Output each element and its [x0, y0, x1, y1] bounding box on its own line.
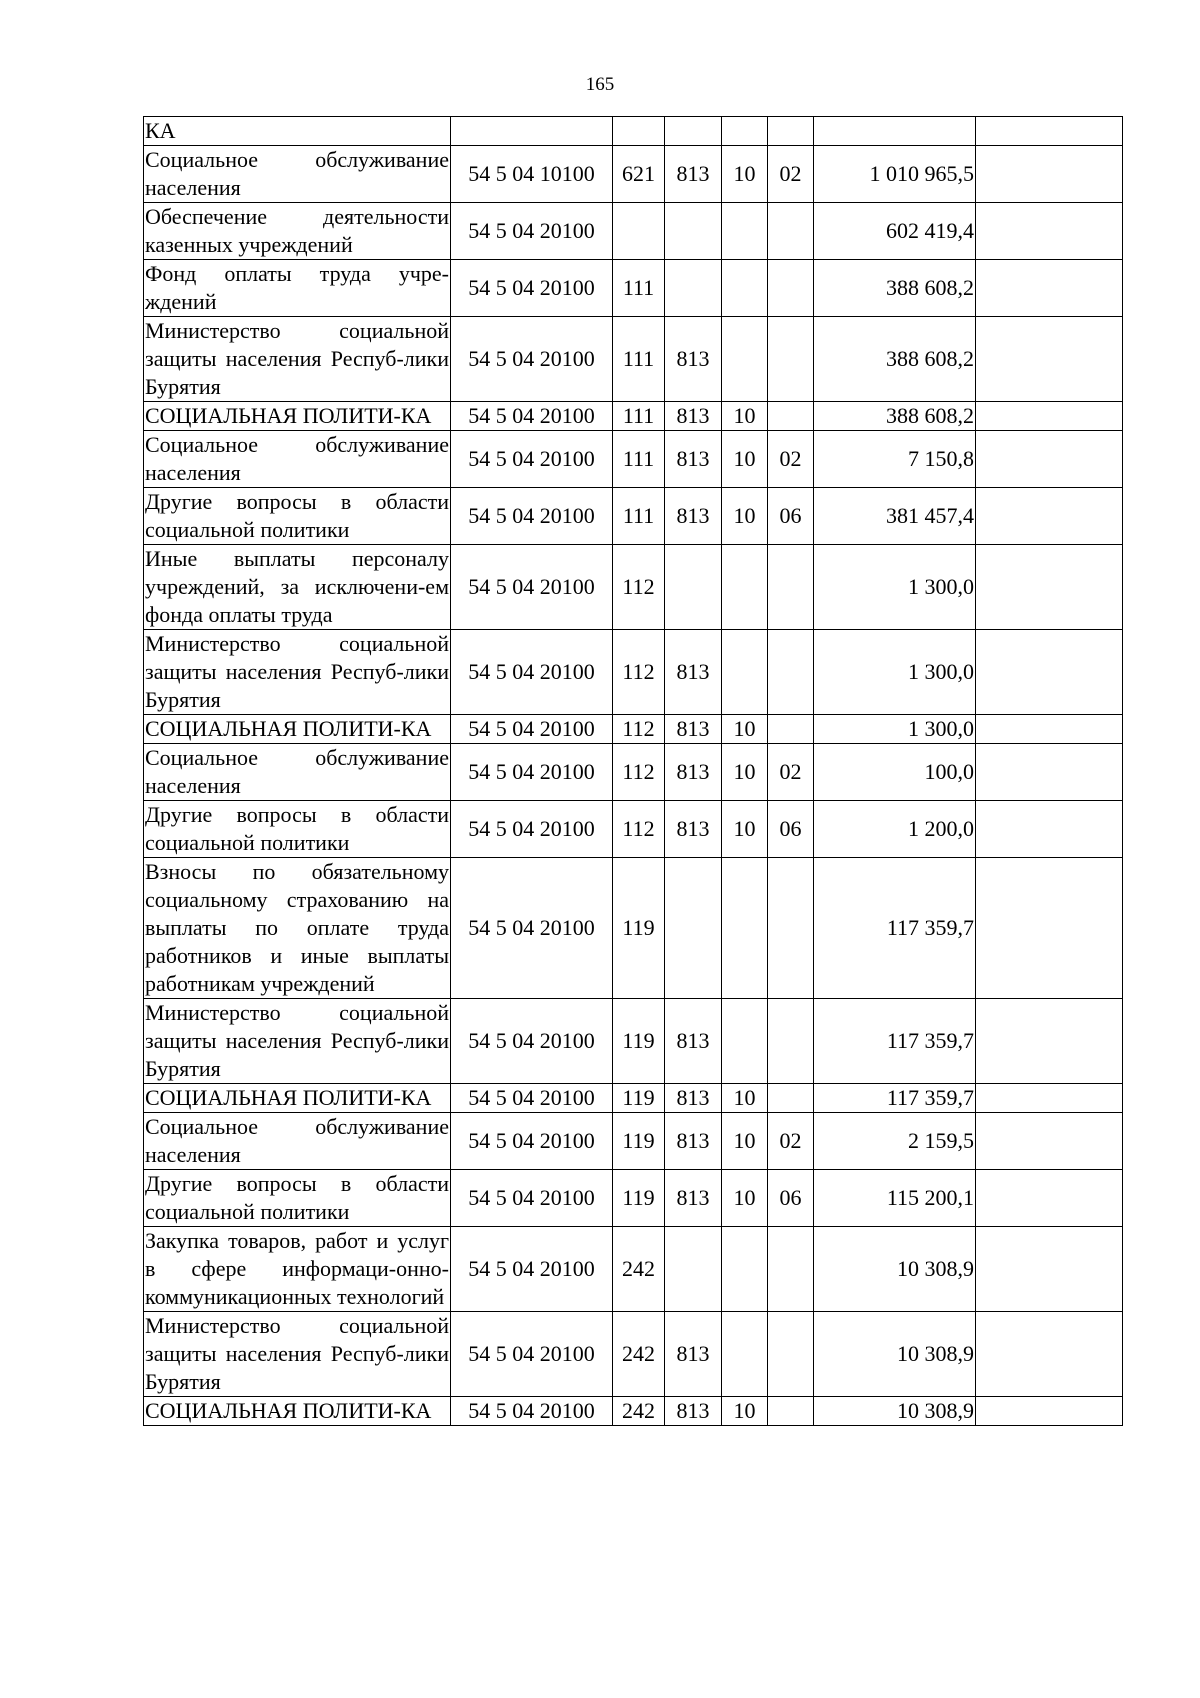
table-row	[144, 1397, 1123, 1426]
subsection-code-cell	[768, 999, 814, 1084]
ministry-code-cell	[665, 203, 722, 260]
ministry-code-cell: 813	[665, 1397, 722, 1426]
expense-type-cell: 119	[613, 999, 665, 1084]
ministry-code-cell: 813	[665, 146, 722, 203]
item-name-cell: Закупка товаров, работ и услуг в сфере информаци-онно-коммуникационных технологий	[144, 1227, 451, 1312]
table-row	[144, 630, 1123, 715]
amount-cell: 2 159,5	[814, 1113, 976, 1170]
table-row	[144, 317, 1123, 402]
subsection-code-cell	[768, 1397, 814, 1426]
ministry-code-cell	[665, 260, 722, 317]
target-article-cell: 54 5 04 20100	[451, 1397, 613, 1426]
subsection-code-cell: 02	[768, 1113, 814, 1170]
amount-cell: 1 200,0	[814, 801, 976, 858]
table-row	[144, 1227, 1123, 1312]
target-article-cell: 54 5 04 20100	[451, 999, 613, 1084]
subsection-code-cell	[768, 545, 814, 630]
item-name-cell: СОЦИАЛЬНАЯ ПОЛИТИ-КА	[144, 1397, 451, 1426]
expense-type-cell: 242	[613, 1312, 665, 1397]
subsection-code-cell: 06	[768, 488, 814, 545]
amount-cell: 1 300,0	[814, 715, 976, 744]
item-name-cell: Социальное обслуживание населения	[144, 1113, 451, 1170]
amount-cell	[814, 117, 976, 146]
expense-type-cell	[613, 203, 665, 260]
section-code-cell: 10	[722, 744, 768, 801]
table-row	[144, 545, 1123, 630]
ministry-code-cell: 813	[665, 715, 722, 744]
subsection-code-cell: 06	[768, 1170, 814, 1227]
extra-amount-cell	[976, 1227, 1123, 1312]
amount-cell: 1 010 965,5	[814, 146, 976, 203]
section-code-cell	[722, 545, 768, 630]
subsection-code-cell	[768, 117, 814, 146]
expense-type-cell: 119	[613, 1113, 665, 1170]
section-code-cell: 10	[722, 715, 768, 744]
target-article-cell: 54 5 04 20100	[451, 1227, 613, 1312]
section-code-cell	[722, 858, 768, 999]
target-article-cell: 54 5 04 20100	[451, 260, 613, 317]
item-name-cell: Министерство социальной защиты населения Респуб-лики Бурятия	[144, 1312, 451, 1397]
section-code-cell: 10	[722, 1084, 768, 1113]
subsection-code-cell: 06	[768, 801, 814, 858]
extra-amount-cell	[976, 801, 1123, 858]
ministry-code-cell	[665, 545, 722, 630]
section-code-cell	[722, 317, 768, 402]
amount-cell: 388 608,2	[814, 260, 976, 317]
item-name-cell: Другие вопросы в области социальной политики	[144, 1170, 451, 1227]
subsection-code-cell	[768, 317, 814, 402]
ministry-code-cell: 813	[665, 630, 722, 715]
table-row	[144, 999, 1123, 1084]
item-name-cell: Обеспечение деятельности казенных учреждений	[144, 203, 451, 260]
ministry-code-cell	[665, 858, 722, 999]
section-code-cell	[722, 999, 768, 1084]
table-row	[144, 1113, 1123, 1170]
amount-cell: 1 300,0	[814, 545, 976, 630]
target-article-cell: 54 5 04 20100	[451, 402, 613, 431]
item-name-cell: Социальное обслуживание населения	[144, 146, 451, 203]
section-code-cell	[722, 117, 768, 146]
expense-type-cell: 112	[613, 630, 665, 715]
ministry-code-cell	[665, 1227, 722, 1312]
extra-amount-cell	[976, 1312, 1123, 1397]
section-code-cell	[722, 630, 768, 715]
subsection-code-cell	[768, 1084, 814, 1113]
subsection-code-cell	[768, 260, 814, 317]
section-code-cell: 10	[722, 431, 768, 488]
expense-type-cell: 112	[613, 715, 665, 744]
subsection-code-cell	[768, 402, 814, 431]
expense-type-cell: 119	[613, 1170, 665, 1227]
table-row	[144, 744, 1123, 801]
extra-amount-cell	[976, 630, 1123, 715]
table-row	[144, 801, 1123, 858]
ministry-code-cell: 813	[665, 1084, 722, 1113]
section-code-cell: 10	[722, 1397, 768, 1426]
extra-amount-cell	[976, 317, 1123, 402]
section-code-cell: 10	[722, 488, 768, 545]
amount-cell: 117 359,7	[814, 858, 976, 999]
amount-cell: 10 308,9	[814, 1312, 976, 1397]
subsection-code-cell: 02	[768, 431, 814, 488]
target-article-cell: 54 5 04 10100	[451, 146, 613, 203]
expense-type-cell: 621	[613, 146, 665, 203]
target-article-cell: 54 5 04 20100	[451, 1312, 613, 1397]
item-name-cell: Министерство социальной защиты населения Респуб-лики Бурятия	[144, 317, 451, 402]
extra-amount-cell	[976, 1397, 1123, 1426]
expense-type-cell: 112	[613, 545, 665, 630]
table-row	[144, 146, 1123, 203]
section-code-cell	[722, 1227, 768, 1312]
section-code-cell: 10	[722, 1113, 768, 1170]
item-name-cell: СОЦИАЛЬНАЯ ПОЛИТИ-КА	[144, 402, 451, 431]
extra-amount-cell	[976, 1113, 1123, 1170]
table-row	[144, 1170, 1123, 1227]
table-row	[144, 715, 1123, 744]
ministry-code-cell: 813	[665, 1312, 722, 1397]
table-body	[144, 117, 1123, 1426]
item-name-cell: Социальное обслуживание населения	[144, 431, 451, 488]
extra-amount-cell	[976, 858, 1123, 999]
amount-cell: 1 300,0	[814, 630, 976, 715]
extra-amount-cell	[976, 260, 1123, 317]
extra-amount-cell	[976, 488, 1123, 545]
section-code-cell: 10	[722, 801, 768, 858]
table-row	[144, 402, 1123, 431]
target-article-cell: 54 5 04 20100	[451, 1113, 613, 1170]
target-article-cell: 54 5 04 20100	[451, 744, 613, 801]
subsection-code-cell	[768, 1227, 814, 1312]
expense-type-cell: 111	[613, 260, 665, 317]
ministry-code-cell: 813	[665, 431, 722, 488]
section-code-cell: 10	[722, 146, 768, 203]
item-name-cell: Другие вопросы в области социальной политики	[144, 801, 451, 858]
item-name-cell: Социальное обслуживание населения	[144, 744, 451, 801]
ministry-code-cell: 813	[665, 999, 722, 1084]
expense-type-cell: 111	[613, 431, 665, 488]
target-article-cell: 54 5 04 20100	[451, 203, 613, 260]
table-row	[144, 1312, 1123, 1397]
subsection-code-cell: 02	[768, 146, 814, 203]
ministry-code-cell: 813	[665, 801, 722, 858]
target-article-cell	[451, 117, 613, 146]
extra-amount-cell	[976, 545, 1123, 630]
amount-cell: 388 608,2	[814, 402, 976, 431]
amount-cell: 117 359,7	[814, 999, 976, 1084]
expense-type-cell	[613, 117, 665, 146]
table-row	[144, 1084, 1123, 1113]
expense-type-cell: 242	[613, 1227, 665, 1312]
target-article-cell: 54 5 04 20100	[451, 858, 613, 999]
section-code-cell	[722, 1312, 768, 1397]
extra-amount-cell	[976, 1084, 1123, 1113]
subsection-code-cell	[768, 1312, 814, 1397]
item-name-cell: Другие вопросы в области социальной политики	[144, 488, 451, 545]
ministry-code-cell	[665, 117, 722, 146]
target-article-cell: 54 5 04 20100	[451, 630, 613, 715]
section-code-cell	[722, 260, 768, 317]
item-name-cell: Министерство социальной защиты населения Респуб-лики Бурятия	[144, 630, 451, 715]
expense-type-cell: 242	[613, 1397, 665, 1426]
section-code-cell: 10	[722, 1170, 768, 1227]
section-code-cell: 10	[722, 402, 768, 431]
ministry-code-cell: 813	[665, 488, 722, 545]
extra-amount-cell	[976, 203, 1123, 260]
ministry-code-cell: 813	[665, 317, 722, 402]
expense-type-cell: 112	[613, 744, 665, 801]
table-row	[144, 488, 1123, 545]
ministry-code-cell: 813	[665, 1113, 722, 1170]
expense-type-cell: 119	[613, 858, 665, 999]
amount-cell: 388 608,2	[814, 317, 976, 402]
amount-cell: 115 200,1	[814, 1170, 976, 1227]
target-article-cell: 54 5 04 20100	[451, 801, 613, 858]
target-article-cell: 54 5 04 20100	[451, 317, 613, 402]
target-article-cell: 54 5 04 20100	[451, 431, 613, 488]
target-article-cell: 54 5 04 20100	[451, 488, 613, 545]
subsection-code-cell	[768, 630, 814, 715]
extra-amount-cell	[976, 402, 1123, 431]
subsection-code-cell	[768, 858, 814, 999]
table-row	[144, 203, 1123, 260]
extra-amount-cell	[976, 1170, 1123, 1227]
extra-amount-cell	[976, 146, 1123, 203]
subsection-code-cell: 02	[768, 744, 814, 801]
expense-type-cell: 111	[613, 488, 665, 545]
extra-amount-cell	[976, 431, 1123, 488]
item-name-cell: Взносы по обязательному социальному страхованию на выплаты по оплате труда работников и иные выплаты работникам учреждений	[144, 858, 451, 999]
expense-type-cell: 119	[613, 1084, 665, 1113]
amount-cell: 7 150,8	[814, 431, 976, 488]
item-name-cell: Иные выплаты персоналу учреждений, за исключени-ем фонда оплаты труда	[144, 545, 451, 630]
amount-cell: 10 308,9	[814, 1397, 976, 1426]
amount-cell: 117 359,7	[814, 1084, 976, 1113]
ministry-code-cell: 813	[665, 402, 722, 431]
item-name-cell: КА	[144, 117, 451, 146]
amount-cell: 100,0	[814, 744, 976, 801]
expense-type-cell: 112	[613, 801, 665, 858]
ministry-code-cell: 813	[665, 744, 722, 801]
extra-amount-cell	[976, 117, 1123, 146]
table-row	[144, 858, 1123, 999]
table-row	[144, 260, 1123, 317]
page-number: 165	[585, 74, 615, 95]
subsection-code-cell	[768, 715, 814, 744]
expense-type-cell: 111	[613, 317, 665, 402]
extra-amount-cell	[976, 999, 1123, 1084]
amount-cell: 381 457,4	[814, 488, 976, 545]
target-article-cell: 54 5 04 20100	[451, 545, 613, 630]
item-name-cell: Министерство социальной защиты населения Респуб-лики Бурятия	[144, 999, 451, 1084]
budget-table	[143, 116, 1123, 1426]
expense-type-cell: 111	[613, 402, 665, 431]
ministry-code-cell: 813	[665, 1170, 722, 1227]
subsection-code-cell	[768, 203, 814, 260]
target-article-cell: 54 5 04 20100	[451, 715, 613, 744]
item-name-cell: СОЦИАЛЬНАЯ ПОЛИТИ-КА	[144, 715, 451, 744]
section-code-cell	[722, 203, 768, 260]
target-article-cell: 54 5 04 20100	[451, 1170, 613, 1227]
amount-cell: 10 308,9	[814, 1227, 976, 1312]
target-article-cell: 54 5 04 20100	[451, 1084, 613, 1113]
item-name-cell: СОЦИАЛЬНАЯ ПОЛИТИ-КА	[144, 1084, 451, 1113]
extra-amount-cell	[976, 744, 1123, 801]
item-name-cell: Фонд оплаты труда учре-ждений	[144, 260, 451, 317]
amount-cell: 602 419,4	[814, 203, 976, 260]
extra-amount-cell	[976, 715, 1123, 744]
table-row	[144, 117, 1123, 146]
table-row	[144, 431, 1123, 488]
